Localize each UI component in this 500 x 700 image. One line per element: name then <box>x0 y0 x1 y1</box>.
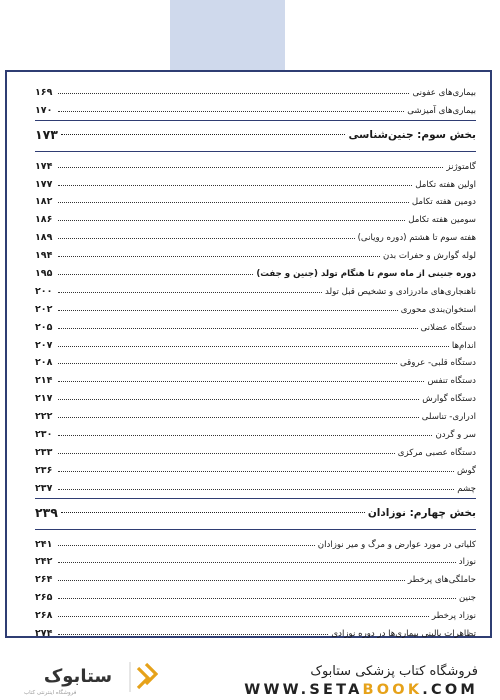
toc-entry-title: حاملگی‌های پرخطر <box>407 575 476 586</box>
store-url[interactable] <box>244 682 478 698</box>
toc-page-number: ۱۶۹ <box>35 86 53 98</box>
toc-entry-row[interactable] <box>35 80 476 98</box>
table-of-contents <box>35 80 476 639</box>
toc-frame <box>5 70 492 638</box>
toc-entry-title: نوزاد <box>458 557 476 568</box>
toc-entry-title: بیماری‌های آمیزشی <box>407 105 476 116</box>
section-divider <box>35 151 476 152</box>
dot-leader <box>58 616 429 617</box>
toc-entry-row[interactable] <box>35 225 476 243</box>
toc-entry-row[interactable] <box>35 422 476 440</box>
logo-subtitle: فروشگاه اینترنتی کتاب <box>24 690 77 696</box>
toc-entry-row[interactable] <box>35 190 476 208</box>
toc-entry-row[interactable] <box>35 386 476 404</box>
toc-entry-row[interactable] <box>35 603 476 621</box>
toc-entry-row[interactable] <box>35 154 476 172</box>
toc-entry-row[interactable] <box>35 279 476 297</box>
toc-page-number: ۲۶۸ <box>35 610 53 622</box>
toc-page-number: ۱۸۹ <box>35 232 53 244</box>
toc-page-number: ۲۳۹ <box>35 505 58 521</box>
toc-page-number: ۲۱۴ <box>35 375 53 387</box>
toc-page-number: ۲۳۳ <box>35 446 53 458</box>
toc-page-number: ۱۷۳ <box>35 127 58 143</box>
toc-page-number: ۲۶۵ <box>35 592 53 604</box>
dot-leader <box>58 274 253 275</box>
toc-page-number: ۱۷۰ <box>35 104 53 116</box>
toc-entry-row[interactable] <box>35 532 476 550</box>
toc-entry-row[interactable] <box>35 207 476 225</box>
chevron-icon <box>138 664 156 688</box>
toc-entry-title: بخش سوم: جنین‌شناسی <box>348 128 476 141</box>
toc-page-number: ۱۷۴ <box>35 160 53 172</box>
logo-text: ستابوک <box>43 666 113 687</box>
store-name: فروشگاه کتاب پزشکی ستابوک <box>310 664 478 679</box>
dot-leader <box>58 598 456 599</box>
toc-page-number: ۲۶۴ <box>35 574 53 586</box>
toc-page-number: ۲۴۱ <box>35 538 53 550</box>
toc-entry-title: نوزاد پرخطر <box>431 611 476 622</box>
dot-leader <box>58 435 432 436</box>
toc-page-number: ۲۰۵ <box>35 321 53 333</box>
dot-leader <box>58 310 398 311</box>
toc-page-number: ۱۸۶ <box>35 214 53 226</box>
toc-section-row[interactable] <box>35 123 476 147</box>
toc-page-number: ۲۲۲ <box>35 411 53 423</box>
dot-leader <box>58 453 395 454</box>
toc-page-number: ۲۳۶ <box>35 464 53 476</box>
toc-entry-row[interactable] <box>35 404 476 422</box>
toc-entry-row[interactable] <box>35 243 476 261</box>
toc-entry-row[interactable] <box>35 621 476 639</box>
toc-page-number: ۲۰۰ <box>35 285 53 297</box>
dot-leader <box>58 381 424 382</box>
dot-leader <box>58 471 454 472</box>
toc-page-number: ۲۷۴ <box>35 628 53 640</box>
toc-entry-title: کلیاتی در مورد عوارض و مرگ و میر نوزادان <box>317 539 476 550</box>
dot-leader <box>58 580 405 581</box>
toc-entry-row[interactable] <box>35 261 476 279</box>
toc-entry-title: سر و گردن <box>435 430 476 441</box>
toc-entry-title: ناهنجاری‌های مادرزادی و تشخیص قبل تولد <box>324 286 476 297</box>
toc-entry-title: دستگاه عصبی مرکزی <box>397 447 476 458</box>
dot-leader <box>58 111 404 112</box>
toc-entry-title: هفته سوم تا هشتم (دوره رویانی) <box>357 233 476 244</box>
dot-leader <box>58 220 405 221</box>
url-suffix: .COM <box>422 682 478 698</box>
dot-leader <box>58 185 412 186</box>
dot-leader <box>58 545 315 546</box>
toc-entry-title: دومین هفته تکامل <box>411 197 476 208</box>
toc-entry-row[interactable] <box>35 476 476 494</box>
dot-leader <box>58 399 419 400</box>
toc-entry-row[interactable] <box>35 440 476 458</box>
toc-entry-title: بیماری‌های عفونی <box>412 87 476 98</box>
toc-section-row[interactable] <box>35 501 476 525</box>
toc-page-number: ۱۷۷ <box>35 178 53 190</box>
toc-entry-title: اندام‌ها <box>451 340 476 351</box>
toc-entry-row[interactable] <box>35 98 476 116</box>
url-prefix: WWW.SETA <box>244 682 363 698</box>
toc-entry-title: دوره جنینی از ماه سوم تا هنگام تولد (جنین و جفت) <box>256 269 476 280</box>
toc-page-number: ۱۹۵ <box>35 268 53 280</box>
toc-page-number: ۲۰۷ <box>35 339 53 351</box>
toc-entry-title: گامتوژنز <box>446 161 476 172</box>
dot-leader <box>61 134 346 135</box>
toc-entry-row[interactable] <box>35 297 476 315</box>
toc-entry-title: دستگاه گوارش <box>422 394 476 405</box>
dot-leader <box>58 634 328 635</box>
toc-entry-title: استخوان‌بندی محوری <box>400 304 476 315</box>
toc-entry-row[interactable] <box>35 567 476 585</box>
toc-page-number: ۱۸۲ <box>35 196 53 208</box>
toc-entry-title: ادراری- تناسلی <box>421 412 476 423</box>
section-divider <box>35 529 476 530</box>
section-divider <box>35 120 476 121</box>
toc-entry-title: لوله گوارش و حفرات بدن <box>382 251 476 262</box>
dot-leader <box>58 562 456 563</box>
toc-page-number: ۲۳۷ <box>35 482 53 494</box>
dot-leader <box>58 292 322 293</box>
dot-leader <box>58 489 454 490</box>
setabook-logo <box>18 660 158 694</box>
toc-entry-row[interactable] <box>35 585 476 603</box>
top-tab <box>170 0 285 70</box>
dot-leader <box>58 417 419 418</box>
toc-entry-title: دستگاه تنفس <box>427 376 476 387</box>
toc-entry-title: گوش <box>456 465 476 476</box>
toc-entry-title: اولین هفته تکامل <box>415 179 476 190</box>
toc-entry-title: تظاهرات بالینی بیماری‌ها در دوره نوزادی <box>331 629 476 640</box>
dot-leader <box>58 346 449 347</box>
toc-page-number: ۲۴۲ <box>35 556 53 568</box>
toc-entry-row[interactable] <box>35 368 476 386</box>
section-divider <box>35 498 476 499</box>
toc-entry-title: بخش چهارم: نوزادان <box>367 506 476 519</box>
toc-page-number: ۲۰۸ <box>35 357 53 369</box>
toc-entry-title: دستگاه عضلانی <box>420 322 476 333</box>
dot-leader <box>58 256 380 257</box>
toc-entry-title: چشم <box>457 483 476 494</box>
dot-leader <box>58 363 397 364</box>
toc-entry-row[interactable] <box>35 458 476 476</box>
toc-entry-row[interactable] <box>35 333 476 351</box>
toc-entry-row[interactable] <box>35 172 476 190</box>
toc-page-number: ۲۱۷ <box>35 393 53 405</box>
toc-entry-row[interactable] <box>35 550 476 568</box>
dot-leader <box>61 512 365 513</box>
toc-page-number: ۱۹۴ <box>35 250 53 262</box>
dot-leader <box>58 93 409 94</box>
toc-entry-title: دستگاه قلبی- عروقی <box>399 358 476 369</box>
toc-page-number: ۲۳۰ <box>35 429 53 441</box>
toc-entry-row[interactable] <box>35 351 476 369</box>
toc-entry-title: جنین <box>458 593 476 604</box>
toc-page-number: ۲۰۲ <box>35 303 53 315</box>
toc-entry-row[interactable] <box>35 315 476 333</box>
dot-leader <box>58 167 443 168</box>
dot-leader <box>58 238 355 239</box>
dot-leader <box>58 328 418 329</box>
toc-entry-title: سومین هفته تکامل <box>408 215 476 226</box>
url-highlight: BOOK <box>362 682 423 698</box>
dot-leader <box>58 202 409 203</box>
